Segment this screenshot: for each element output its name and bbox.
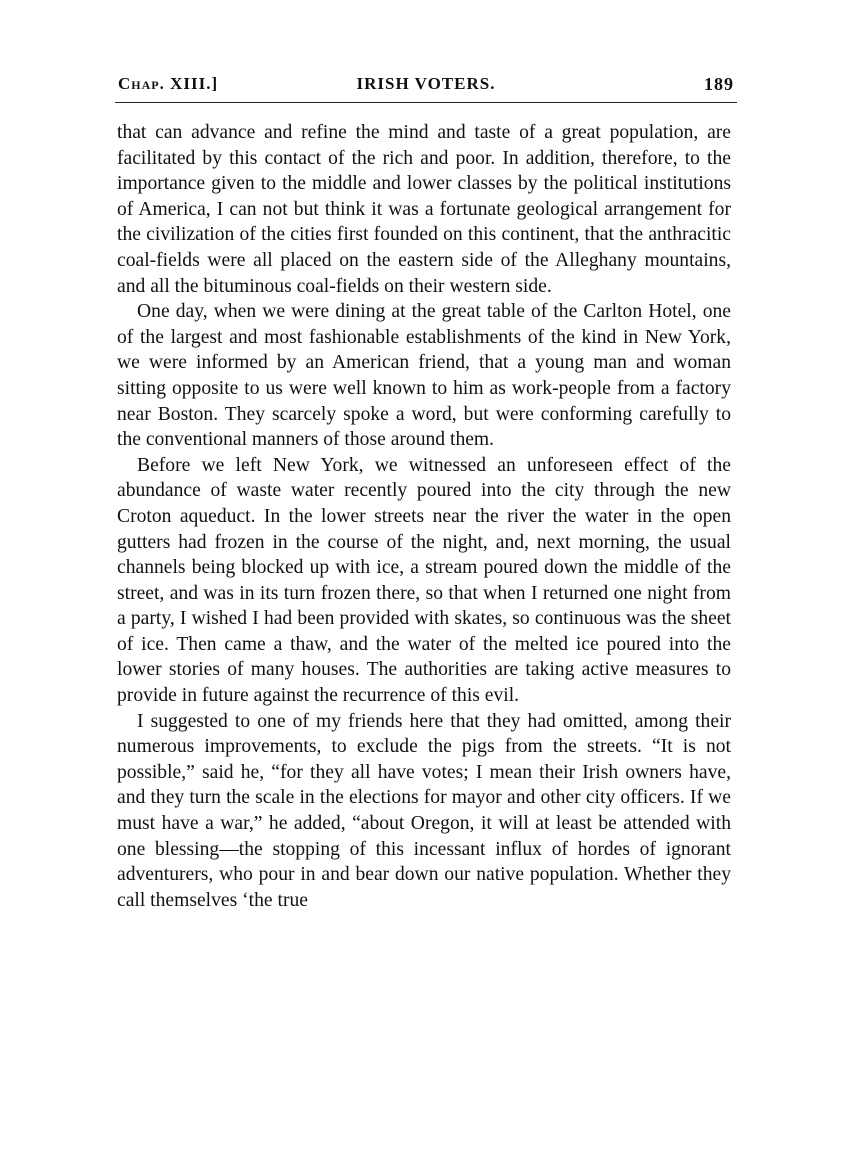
chapter-label: Chap. XIII.] [118,74,219,93]
running-head [118,68,734,98]
paragraph: Before we left New York, we witnessed an unforeseen effect of the abundance of waste water recently poured into the city through the new Croton aqueduct. In the lower streets near the river the water in the open gutters had frozen in the course of the night, and, next morning, the usual channels being blocked up with ice, a stream poured down the middle of the street, and was in its turn frozen there, so that when I returned one night from a party, I wished I had been provided with skates, so continuous was the sheet of ice. Then came a thaw, and the water of the melted ice poured into the lower stories of many houses. The authorities are taking active measures to provide in future against the recurrence of this evil. [117,454,731,707]
body-text [117,120,731,913]
paragraph: One day, when we were dining at the great table of the Carlton Hotel, one of the largest and most fashionable establishments of the kind in New York, we were informed by an American friend, that a young man and woman sitting opposite to us were well known to him as work-people from a factory near Boston. They scarcely spoke a word, but were conforming carefully to the conventional manners of those around them. [117,301,731,451]
paragraph: that can advance and refine the mind and taste of a great population, are facilitated by this contact of the rich and poor. In addition, therefore, to the importance given to the middle and lower classes by the political institutions of America, I can not but think it was a fortunate geological arrangement for the civilization of the cities first founded on this continent, that the anthracitic coal-fields were all placed on the eastern side of the Alleghany mountains, and all the bituminous coal-fields on their western side. [117,122,731,297]
page-number: 189 [704,74,734,94]
running-title: IRISH VOTERS. [356,74,496,93]
header-rule [115,102,737,103]
paragraph: I suggested to one of my friends here that they had omitted, among their numerous improvements, to exclude the pigs from the streets. “It is not possible,” said he, “for they all have votes; I mean their Irish owners have, and they turn the scale in the elections for mayor and other city officers. If we must have a war,” he added, “about Oregon, it will at least be attended with one blessing—the stopping of this incessant influx of hordes of ignorant adventurers, who pour in and bear down our native population. Whether they call themselves ‘the true [117,710,731,911]
